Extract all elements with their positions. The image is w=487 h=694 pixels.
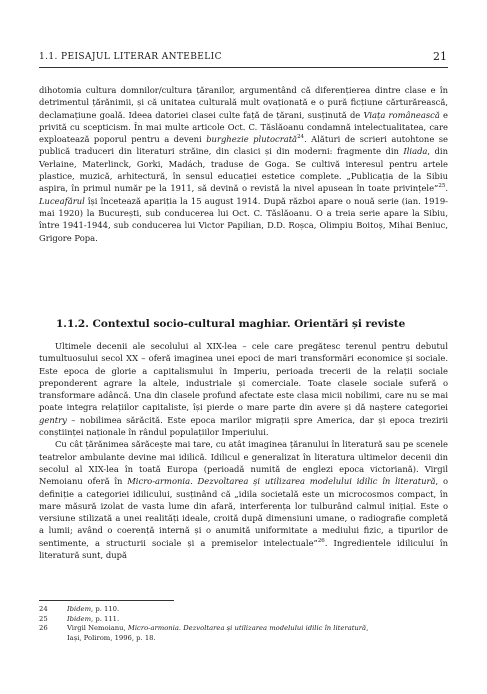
running-title: 1.1. PEISAJUL LITERAR ANTEBELIC: [39, 52, 222, 62]
paragraph-idilic: Cu cât țărănimea sărăcește mai tare, cu atât imaginea țăranului în literatură sau pe scenele teatrelor ambulante devine mai idilică. Idilicul e generalizat în literatura ultimelor decenii din secolul al XIX-lea în toată Europa (perioadă numită de englezi epoca victoriană). Virgil Nemoianu oferă în Micro-armonia. Dezvoltarea și utilizarea modelului idilic în literatură, o definiție a categoriei idilicului, susținând că „idila societală este un microcosmos compact, în mare măsură izolat de vasta lume din afară, interferența lor tulburând calmul inițial. Este o versiune stilizată a unei realități ideale, croită după dimensiuni umane, o radiografie completă a lumii; având o coerență internă și o anumită uniformitate a mediului fizic, a tipurilor de sentimente, a structurii sociale și a premiselor intelectuale”$^{26}$. Ingredientele idilicului în literatură sunt, după: [39, 439, 448, 561]
footnote-rule: [39, 600, 174, 601]
footnote-24: 24 Ibidem, p. 110.: [39, 605, 120, 613]
footnote-26-continuation: Iași, Polirom, 1996, p. 18.: [67, 633, 156, 642]
section-heading: 1.1.2. Contextul socio-cultural maghiar. Orientări și reviste: [56, 318, 406, 330]
footnotes: [39, 605, 448, 643]
footnote-26: 26 Virgil Nemoianu, Micro-armonia. Dezvoltarea și utilizarea modelului idilic în literatură,: [39, 624, 369, 633]
footnote-25: 25 Ibidem, p. 111.: [39, 614, 120, 623]
paragraph-context: Ultimele decenii ale secolului al XIX-lea – cele care pregătesc terenul pentru debutul tumultuosului secol XX – oferă imaginea unei epoci de mari transformări economice și sociale. Este epoca de glorie a capitalismului în Imperiu, perioada trecerii de la relații sociale preponderent agrare la altele, industriale și comerciale. Toate clasele sociale suferă o transformare adâncă. Una din clasele profund afectate este clasa micii nobilimi, care nu se mai poate integra relațiilor capitaliste, își pierde o mare parte din avere și dă naștere categoriei gentry – nobilimea sărăcită. Este epoca marilor migrații spre America, dar și epoca trezirii conștiinței naționale în rândul populațiilor Imperiului.: [39, 341, 448, 438]
page-number: 21: [433, 50, 447, 63]
paragraph-luceafarul: dihotomia cultura domnilor/cultura țăranilor, argumentând că diferențierea dintre clase e în detrimentul țărănimii, și că unitatea culturală mult ovaționată e o pură ficțiune cărturărească, declamațiune goală. Ideea datoriei clasei culte față de țărani, susținută de Viața românească e privită cu scepticism. În mai multe articole Oct. C. Tăslăoanu condamnă intelectualitatea, care exploatează poporul pentru a deveni burghezie plutocrată$^{24}$. Alături de scrieri autohtone se publică traduceri din literaturi străine, din clasici și din moderni: fragmente din Iliada, din Verlaine, Materlinck, Gorki, Madách, traduse de Goga. Se cultivă interesul pentru artele plastice, muzică, arhitectură, în sensul educației estetice complete. „Publicația de la Sibiu aspira, în primul număr pe la 1911, să devină o revistă la nivel apusean în toate privințele”$^{25}$. Luceafărul își încetează apariția la 15 august 1914. După război apare o nouă serie (ian. 1919-mai 1920) la București, sub conducerea lui Oct. C. Tăslăoanu. O a treia serie apare la Sibiu, între 1941-1944, sub conducerea lui Victor Papilian, D.D. Roșca, Olimpiu Boitoș, Mihai Beniuc, Grigore Popa.: [39, 85, 449, 243]
footnote-ref-25: 25: [438, 183, 446, 190]
header-rule: [39, 67, 448, 68]
footnote-ref-24: 24: [297, 134, 305, 141]
body-text-top: [39, 84, 448, 244]
body-text-section: [39, 340, 448, 561]
footnote-ref-26: 26: [317, 537, 325, 544]
